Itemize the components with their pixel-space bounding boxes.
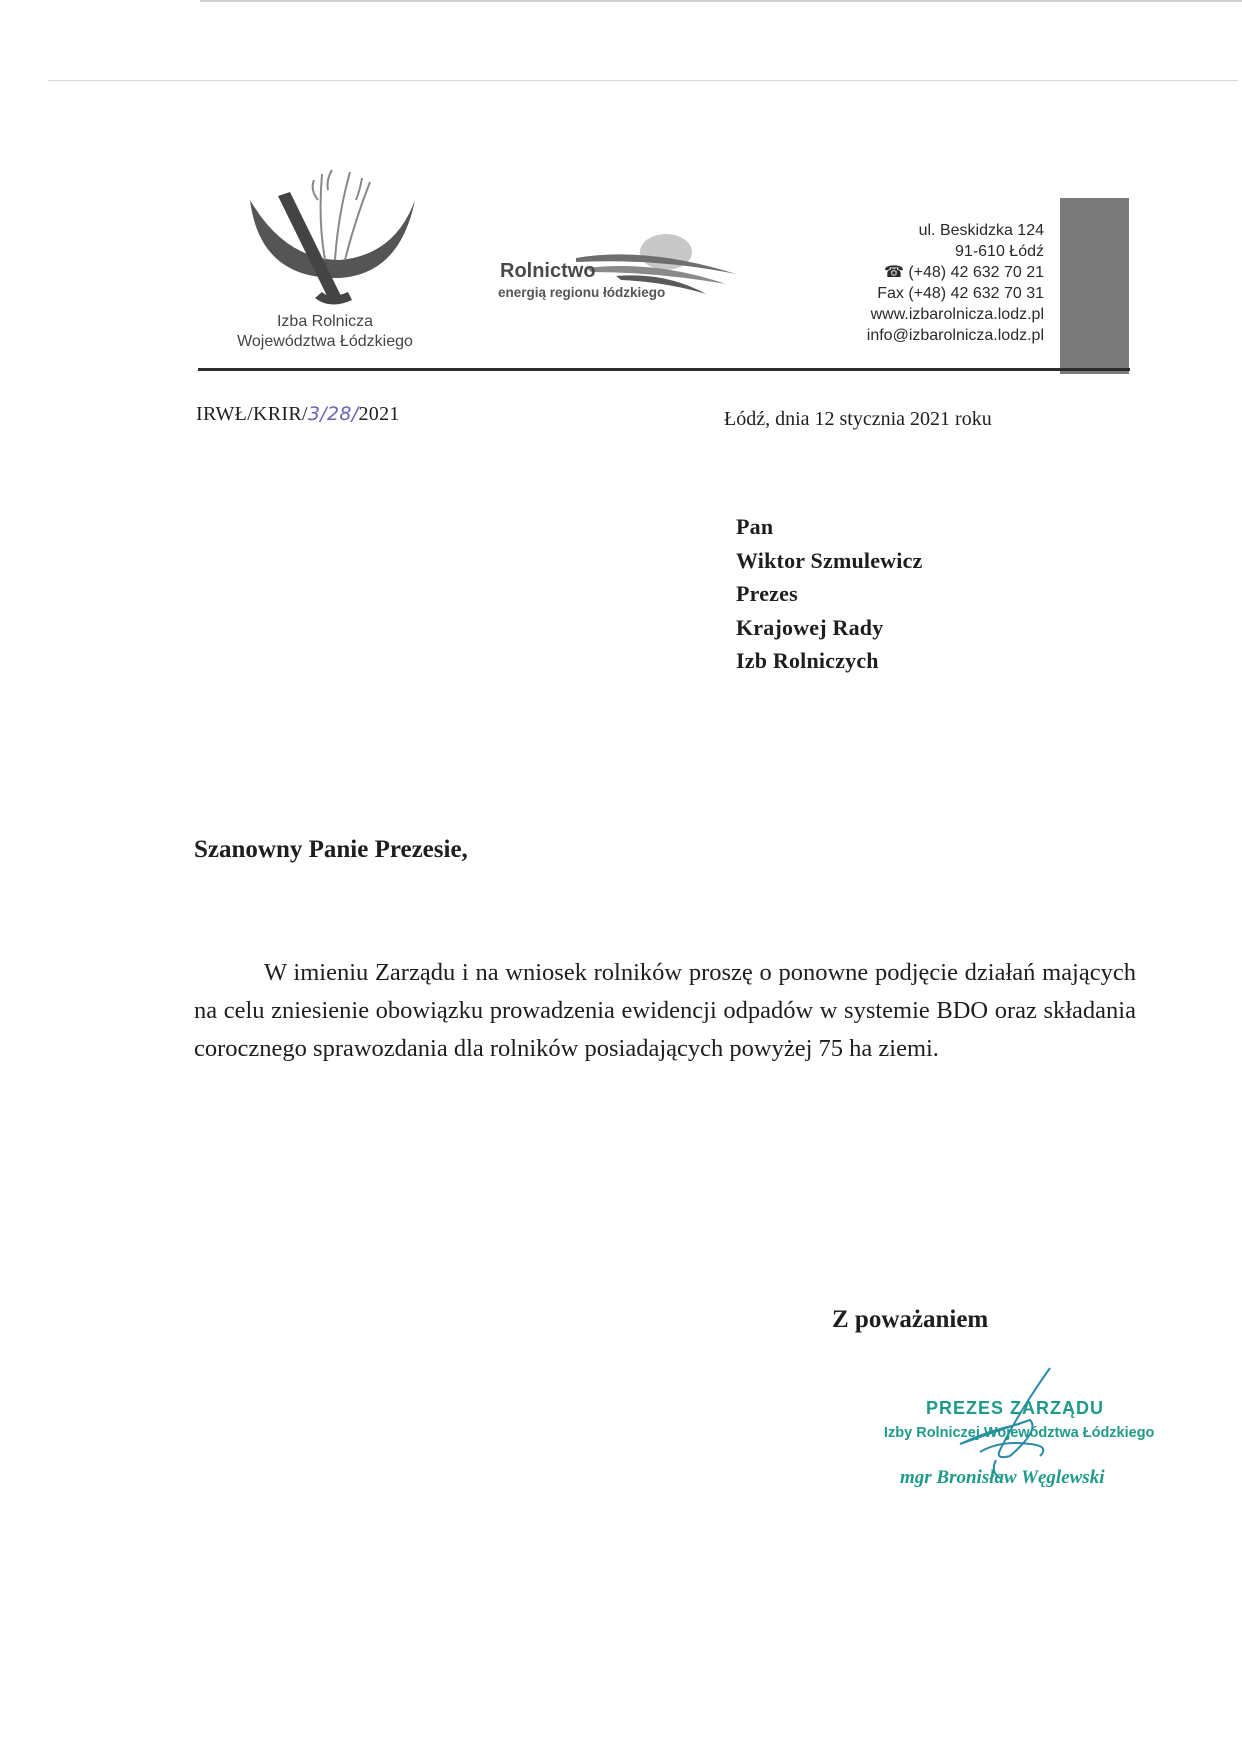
date-line: Łódź, dnia 12 stycznia 2021 roku [724,408,992,430]
recipient-line2: Wiktor Szmulewicz [736,547,923,573]
recipient-block [736,510,923,678]
reference-prefix: IRWŁ/KRIR/ [196,403,308,425]
reference-handwritten: 3/28/ [307,403,359,425]
contact-fax: Fax (+48) 42 632 70 31 [877,285,1044,302]
recipient-line4: Krajowej Rady [736,614,884,640]
salutation: Szanowny Panie Prezesie, [194,836,468,863]
campaign-subtitle: energią regionu łódzkiego [498,285,666,300]
izba-rolnicza-logo-icon [230,160,430,320]
scan-artifact-top [200,0,1242,2]
contact-block [780,220,1044,346]
recipient-line3: Prezes [736,581,798,606]
contact-street: ul. Beskidzka 124 [918,222,1044,239]
header-grey-bar [1060,198,1129,374]
closing: Z poważaniem [832,1306,989,1333]
org-name [205,312,445,352]
recipient-line1: Pan [736,514,774,539]
scan-artifact-line [48,80,1238,81]
stamp-name: mgr Bronisław Węglewski [900,1467,1105,1488]
contact-postal: 91-610 Łódź [955,243,1044,260]
body-paragraph: W imieniu Zarządu i na wniosek rolników proszę o ponowne podjęcie działań mających na celu zniesienie obowiązku prowadzenia ewidencji odpadów w systemie BDO oraz składania corocznego sprawozdania dla rolników posiadających powyżej 75 ha ziemi. [194,959,1136,1062]
org-name-line1: Izba Rolnicza [276,313,374,330]
reference-year: 2021 [358,403,400,425]
stamp-title: PREZES ZARZĄDU [926,1398,1105,1418]
stamp-org: Izby Rolniczej Województwa Łódzkiego [884,1425,1155,1441]
header-divider [198,368,1130,371]
contact-www: www.izbarolnicza.lodz.pl [870,306,1044,323]
reference-number [196,403,400,426]
contact-email: info@izbarolnicza.lodz.pl [866,327,1044,344]
letter-body [194,954,1136,1068]
contact-phone: ☎ (+48) 42 632 70 21 [883,264,1044,281]
campaign-title: Rolnictwo [500,260,596,282]
org-name-line2: Województwa Łódzkiego [237,333,413,350]
recipient-line5: Izb Rolniczych [736,648,879,673]
